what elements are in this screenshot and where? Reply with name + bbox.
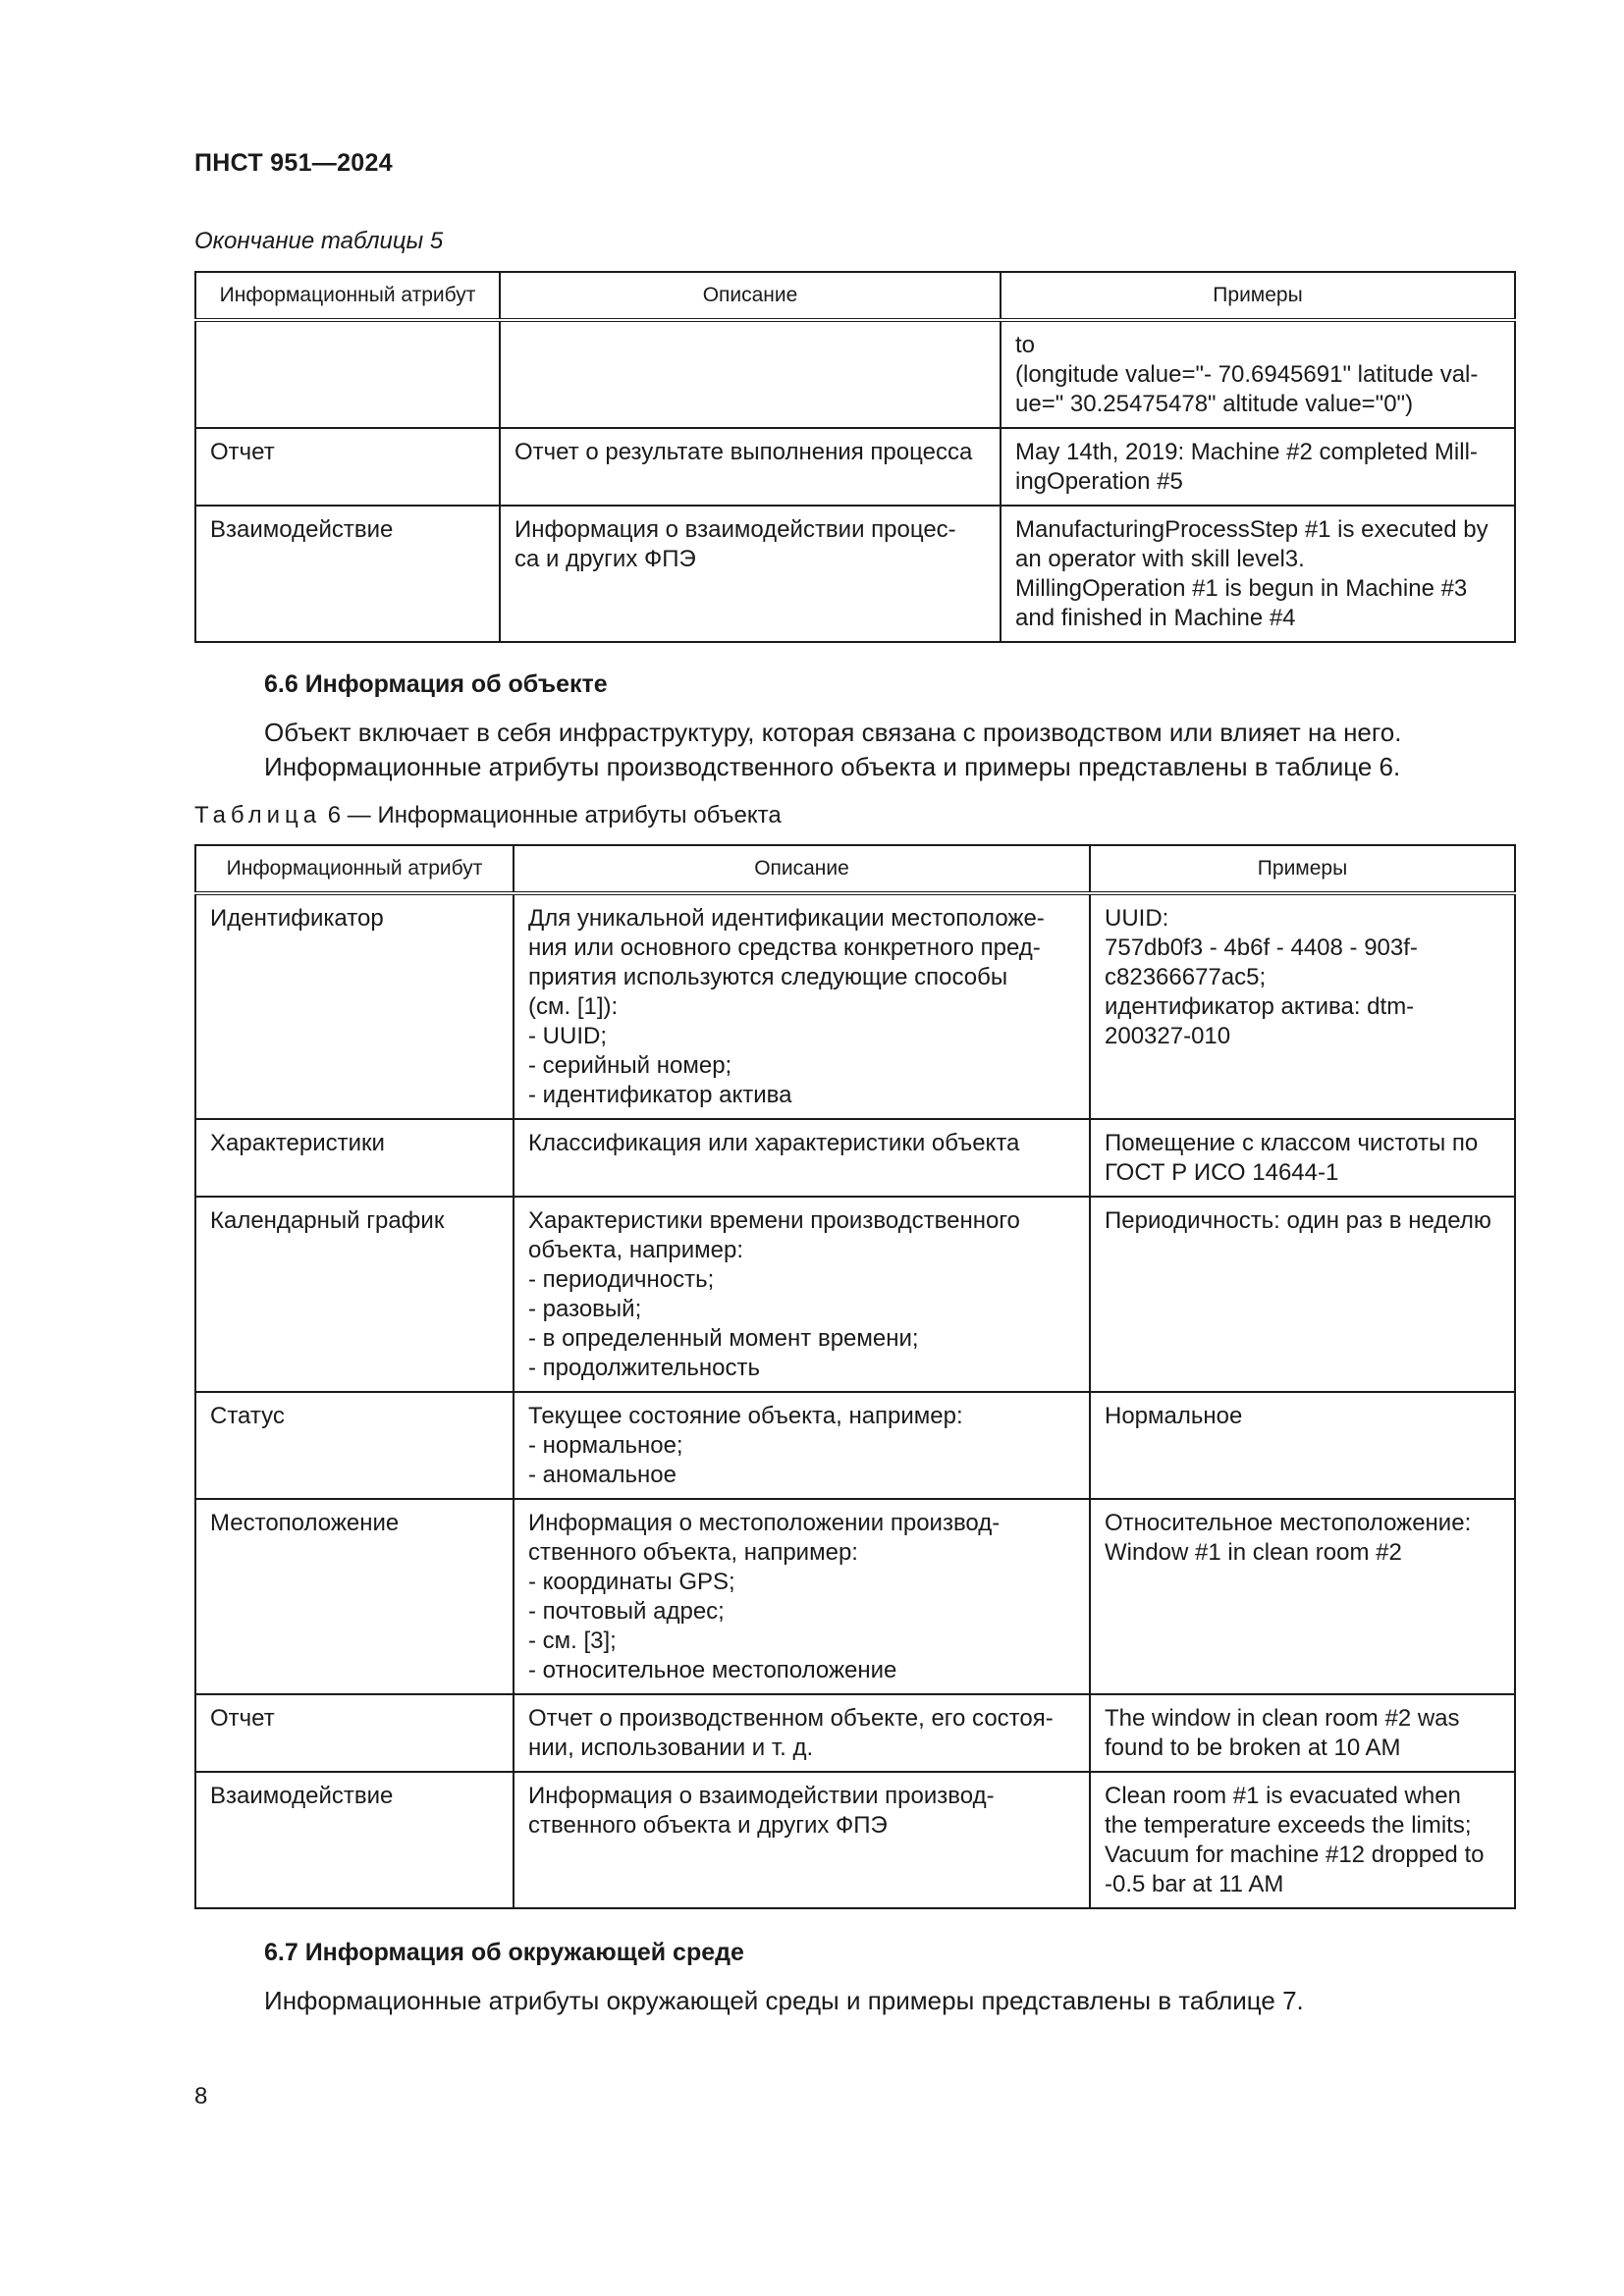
attribute-cell: Отчет xyxy=(195,1694,514,1772)
table6-caption-prefix: Таблица xyxy=(194,802,322,828)
description-cell: Информация о взаимодействии процес- са и других ФПЭ xyxy=(500,506,1001,642)
table-row xyxy=(195,320,1515,428)
example-cell: UUID: 757db0f3 - 4b6f - 4408 - 903f- c82366677ac5; идентификатор актива: dtm- 200327-010 xyxy=(1090,893,1515,1119)
attribute-cell: Отчет xyxy=(195,428,500,506)
table6-header-attribute: Информационный атрибут xyxy=(195,845,514,893)
example-cell: Clean room #1 is evacuated when the temperature exceeds the limits; Vacuum for machine #12 dropped to -0.5 bar at 11 AM xyxy=(1090,1772,1515,1908)
attribute-cell: Календарный график xyxy=(195,1197,514,1392)
attribute-cell: Идентификатор xyxy=(195,893,514,1119)
description-cell xyxy=(500,320,1001,428)
description-cell: Информация о местоположении производ- ственного объекта, например: - координаты GPS; - почтовый адрес; - см. [3]; - относительное местоположение xyxy=(514,1499,1090,1694)
description-cell: Текущее состояние объекта, например: - нормальное; - аномальное xyxy=(514,1392,1090,1499)
attribute-cell: Взаимодействие xyxy=(195,1772,514,1908)
table-row xyxy=(195,1119,1515,1197)
section-6-7-paragraph: Информационные атрибуты окружающей среды и примеры представлены в таблице 7. xyxy=(264,1986,1304,2015)
attribute-cell: Взаимодействие xyxy=(195,506,500,642)
attribute-cell: Местоположение xyxy=(195,1499,514,1694)
example-cell: ManufacturingProcessStep #1 is executed by an operator with skill level3. MillingOperation #1 is begun in Machine #3 and finished in Machine #4 xyxy=(1001,506,1515,642)
table5-header-description: Описание xyxy=(500,272,1001,320)
table6-caption-title: 6 — Информационные атрибуты объекта xyxy=(321,802,782,828)
table5-continuation-caption: Окончание таблицы 5 xyxy=(194,228,444,254)
table-row xyxy=(195,1694,1515,1772)
document-code: ПНСТ 951—2024 xyxy=(194,149,393,177)
description-cell: Информация о взаимодействии производ- ственного объекта и других ФПЭ xyxy=(514,1772,1090,1908)
table6 xyxy=(194,844,1516,1909)
table5 xyxy=(194,271,1516,643)
table-row xyxy=(195,1392,1515,1499)
section-6-6-paragraph: Объект включает в себя инфраструктуру, которая связана с производством или влияет на него. Информационные атрибуты производственного объекта и примеры представлены в таблице 6. xyxy=(264,718,1402,781)
example-cell: Нормальное xyxy=(1090,1392,1515,1499)
table-row xyxy=(195,893,1515,1119)
example-cell: May 14th, 2019: Machine #2 completed Mill- ingOperation #5 xyxy=(1001,428,1515,506)
table-row xyxy=(195,506,1515,642)
example-cell: Периодичность: один раз в неделю xyxy=(1090,1197,1515,1392)
description-cell: Для уникальной идентификации местоположе- ния или основного средства конкретного пред- приятия используются следующие способы (см. [1]): - UUID; - серийный номер; - идентификатор актива xyxy=(514,893,1090,1119)
example-cell: Помещение с классом чистоты по ГОСТ Р ИСО 14644-1 xyxy=(1090,1119,1515,1197)
section-6-7-heading: 6.7 Информация об окружающей среде xyxy=(264,1939,744,1966)
example-cell: to (longitude value="- 70.6945691" latitude val- ue=" 30.25475478" altitude value="0") xyxy=(1001,320,1515,428)
attribute-cell: Характеристики xyxy=(195,1119,514,1197)
table5-header-examples: Примеры xyxy=(1001,272,1515,320)
attribute-cell: Статус xyxy=(195,1392,514,1499)
attribute-cell xyxy=(195,320,500,428)
table6-caption xyxy=(194,802,782,829)
table6-header-row xyxy=(195,845,1515,893)
table5-header-row xyxy=(195,272,1515,320)
description-cell: Отчет о производственном объекте, его состоя- нии, использовании и т. д. xyxy=(514,1694,1090,1772)
example-cell: Относительное местоположение: Window #1 in clean room #2 xyxy=(1090,1499,1515,1694)
page-number: 8 xyxy=(194,2083,208,2109)
table-row xyxy=(195,428,1515,506)
description-cell: Характеристики времени производственного объекта, например: - периодичность; - разовый; - в определенный момент времени; - продолжительность xyxy=(514,1197,1090,1392)
table-row xyxy=(195,1772,1515,1908)
table6-header-description: Описание xyxy=(514,845,1090,893)
table6-header-examples: Примеры xyxy=(1090,845,1515,893)
example-cell: The window in clean room #2 was found to be broken at 10 AM xyxy=(1090,1694,1515,1772)
description-cell: Классификация или характеристики объекта xyxy=(514,1119,1090,1197)
table5-header-attribute: Информационный атрибут xyxy=(195,272,500,320)
description-cell: Отчет о результате выполнения процесса xyxy=(500,428,1001,506)
section-6-6-heading: 6.6 Информация об объекте xyxy=(264,670,608,698)
table-row xyxy=(195,1197,1515,1392)
table-row xyxy=(195,1499,1515,1694)
